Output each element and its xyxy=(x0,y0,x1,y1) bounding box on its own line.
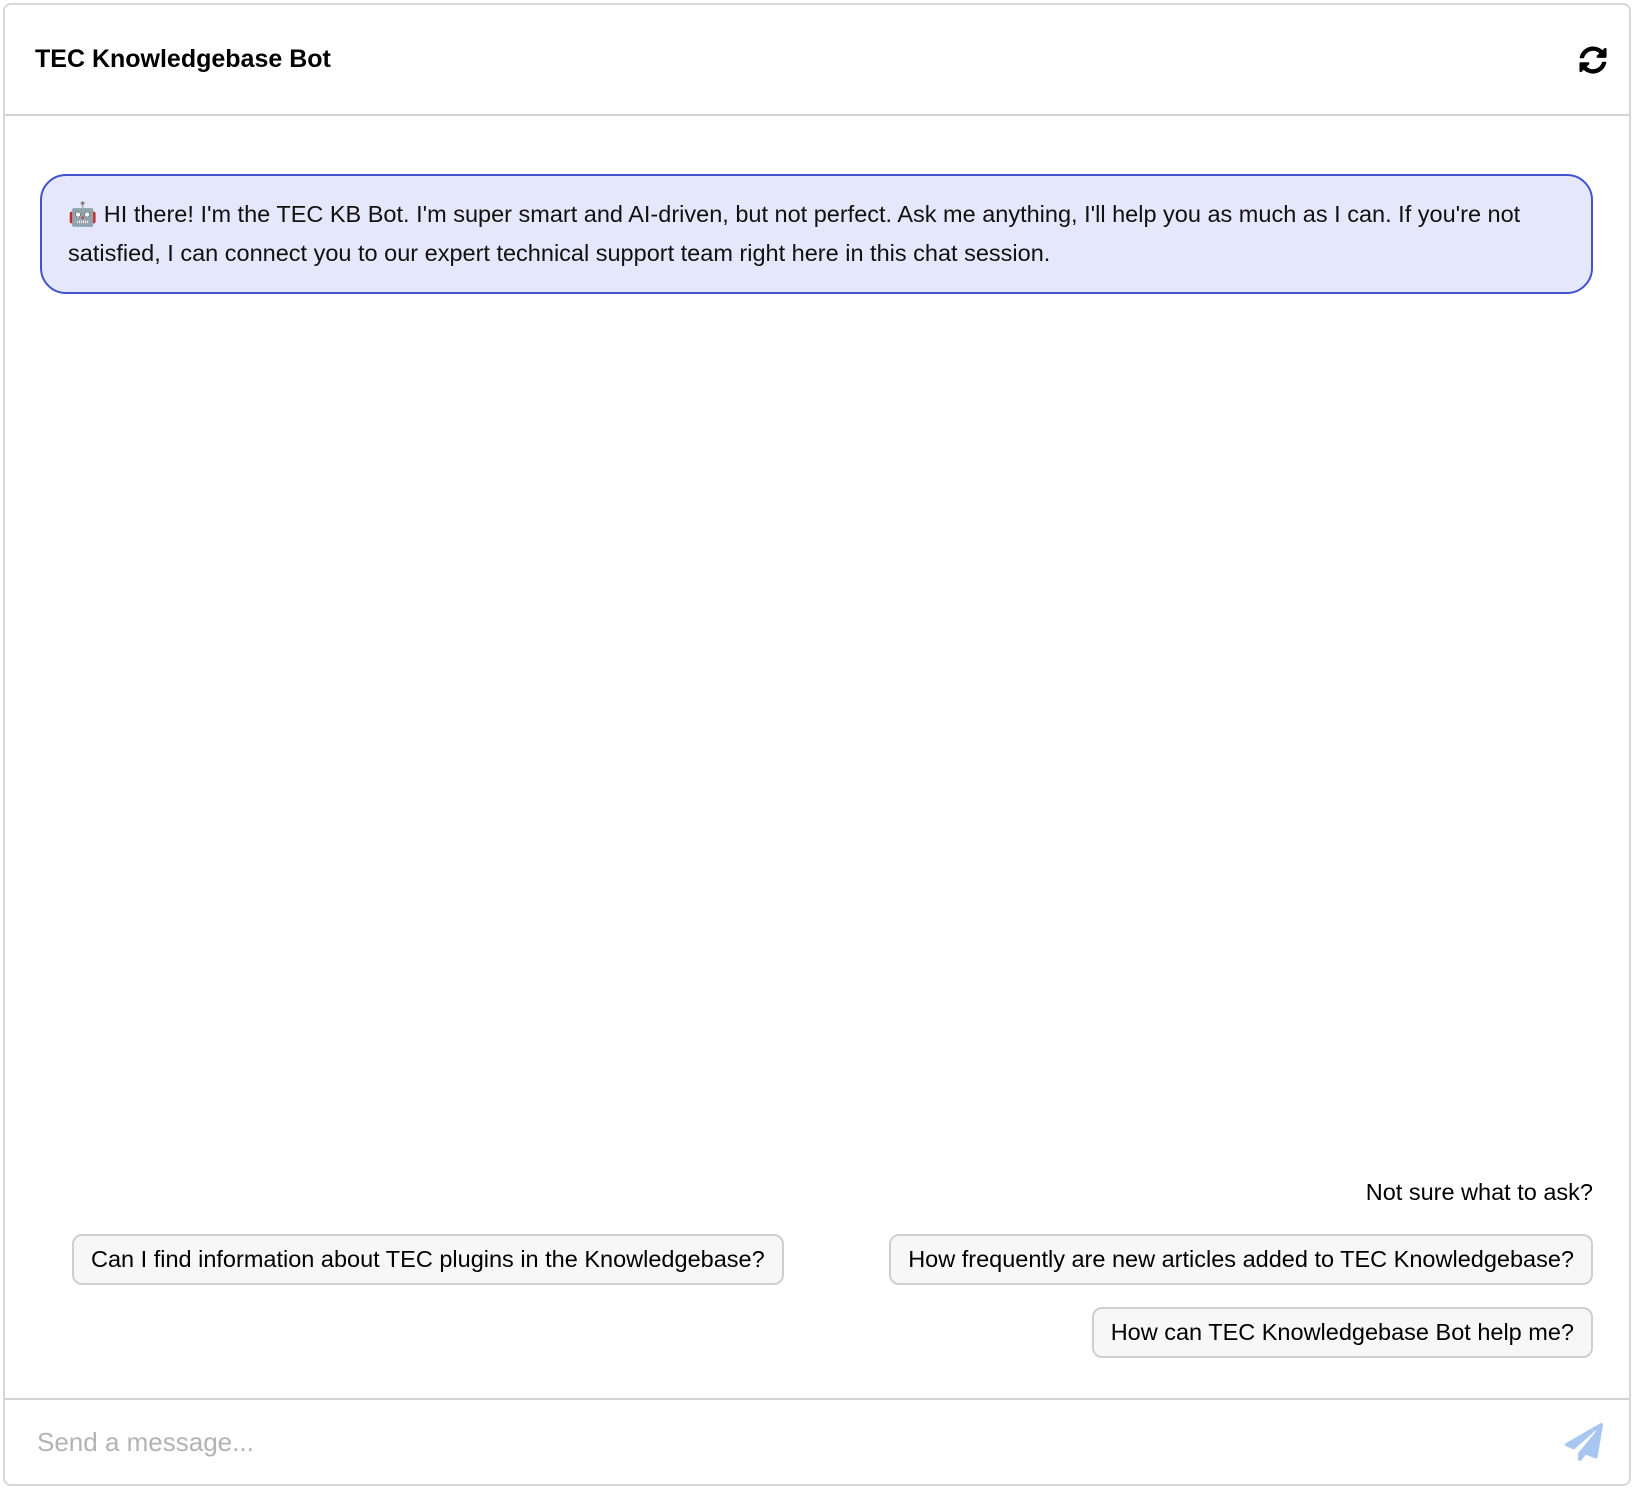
send-button[interactable] xyxy=(1565,1423,1603,1461)
composer xyxy=(5,1398,1629,1484)
page-title: TEC Knowledgebase Bot xyxy=(35,45,331,73)
suggestion-button-1[interactable]: Can I find information about TEC plugins in the Knowledgebase? xyxy=(72,1234,784,1285)
message-input[interactable] xyxy=(35,1426,1565,1459)
chat-spacer xyxy=(40,294,1593,1179)
chat-area xyxy=(5,116,1629,1398)
suggestions-prompt: Not sure what to ask? xyxy=(1365,1179,1593,1205)
suggestion-button-3[interactable]: How can TEC Knowledgebase Bot help me? xyxy=(1092,1307,1593,1358)
suggestions-row-2 xyxy=(72,1307,1593,1358)
refresh-icon xyxy=(1579,46,1607,74)
refresh-button[interactable] xyxy=(1579,46,1607,74)
header xyxy=(5,5,1629,116)
suggestions-row-1 xyxy=(72,1234,1593,1285)
suggestion-button-2[interactable]: How frequently are new articles added to TEC Knowledgebase? xyxy=(889,1234,1593,1285)
send-icon xyxy=(1565,1423,1603,1461)
chatbot-widget xyxy=(3,3,1631,1486)
bot-message-bubble: 🤖 HI there! I'm the TEC KB Bot. I'm super smart and AI-driven, but not perfect. Ask me anything, I'll help you as much as I can. If you're not satisfied, I can connect you to our expert technical support team right here in this chat session. xyxy=(40,174,1593,294)
